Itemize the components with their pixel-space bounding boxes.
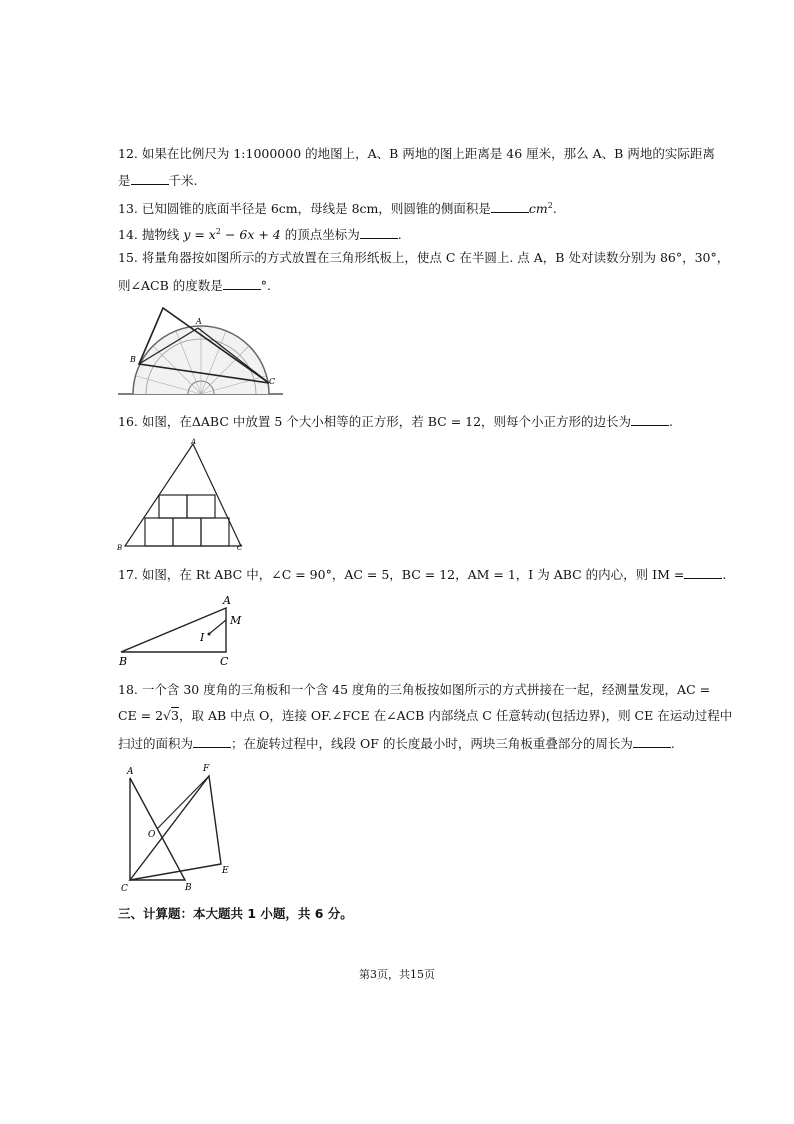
q18-line2-pre: CE = 2√ — [118, 708, 172, 723]
q12-line1: 12. 如果在比例尺为 1:1000000 的地图上，A、B 两地的图上距离是 46 厘米，那么 A、B 两地的实际距离 — [118, 146, 715, 161]
fig18-label-C: C — [121, 884, 128, 894]
fig17-label-A: A — [223, 594, 231, 607]
q18-line1: 18. 一个含 30 度角的三角板和一个含 45 度角的三角板按如图所示的方式拼接在一起，经测量发现，AC = — [118, 682, 711, 697]
fig18-label-B: B — [185, 883, 192, 893]
fig18-label-E: E — [222, 866, 229, 876]
fig18-label-A: A — [127, 767, 134, 777]
fig17-label-I: I — [200, 631, 205, 644]
q12-line2-pre: 是 — [118, 173, 131, 188]
q18-answer-blank-1[interactable] — [193, 735, 231, 748]
q12-line2 — [118, 172, 198, 189]
q17-post: . — [722, 567, 727, 582]
q13-unit: cm — [528, 201, 548, 217]
fig15-label-C: C — [269, 377, 276, 386]
q15-line1: 15. 将量角器按如图所示的方式放置在三角形纸板上，使点 C 在半圆上. 点 A，B 处对读数分别为 86°，30°， — [118, 250, 730, 265]
q18-line2 — [118, 708, 732, 724]
fig17-label-M: M — [230, 614, 242, 627]
fig15-label-A: A — [196, 317, 202, 326]
fig15-label-B: B — [130, 355, 136, 364]
q14-line — [118, 224, 402, 243]
q13-answer-blank[interactable] — [491, 200, 529, 213]
q13-post: . — [552, 201, 557, 217]
q14-rest: − 6x + 4 — [220, 227, 281, 243]
q15-answer-blank[interactable] — [223, 277, 261, 290]
q16-answer-blank[interactable] — [631, 413, 669, 426]
q17-answer-blank[interactable] — [684, 566, 722, 579]
right-triangle-figure — [113, 590, 253, 670]
fig17-label-C: C — [220, 655, 229, 668]
fig18-label-F: F — [203, 764, 210, 774]
q16-line — [118, 413, 673, 430]
q17-line — [118, 566, 726, 583]
fig16-label-C: C — [237, 544, 243, 552]
protractor-figure — [118, 300, 288, 400]
q15-line2 — [118, 277, 271, 294]
q16-post: . — [669, 414, 674, 429]
q13-text: 13. 已知圆锥的底面半径是 6cm，母线是 8cm，则圆锥的侧面积是 — [118, 201, 491, 217]
q13-exp: 2 — [547, 201, 553, 210]
q18-line3-mid: ；在旋转过程中，线段 OF 的长度最小时，两块三角板重叠部分的周长为 — [231, 736, 633, 751]
q14-post: . — [397, 227, 402, 243]
q18-answer-blank-2[interactable] — [633, 735, 671, 748]
q16-text: 16. 如图，在ΔABC 中放置 5 个大小相等的正方形，若 BC = 12，则每个小正方形的边长为 — [118, 414, 632, 429]
q15-line2-post: °. — [260, 278, 271, 293]
fig17-label-B: B — [119, 655, 128, 668]
fig18-label-O: O — [148, 830, 156, 840]
q18-line3-pre: 扫过的面积为 — [118, 736, 194, 751]
q17-text: 17. 如图，在 Rt ABC 中，∠C = 90°，AC = 5，BC = 12，AM = 1，I 为 ABC 的内心，则 IM = — [118, 567, 685, 582]
q18-line2-root: 3 — [171, 708, 179, 723]
set-squares-figure — [113, 760, 243, 895]
fig16-label-A: A — [191, 438, 197, 446]
q14-exp: 2 — [215, 227, 221, 236]
q14-mid: 的顶点坐标为 — [280, 227, 360, 243]
q12-line2-post: 千米. — [168, 173, 198, 188]
q13-line — [118, 198, 557, 217]
q14-formula: y = x — [183, 227, 216, 243]
q18-line3-post: . — [670, 736, 675, 751]
q18-line3 — [118, 735, 675, 752]
page-footer: 第3页，共15页 — [359, 968, 435, 981]
q12-answer-blank[interactable] — [131, 172, 169, 185]
q15-line2-pre: 则∠ACB 的度数是 — [118, 278, 223, 293]
q18-line2-post: ，取 AB 中点 O，连接 OF.∠FCE 在∠ACB 内部绕点 C 任意转动(包括边界)，则 CE 在运动过程中 — [178, 708, 733, 723]
q14-answer-blank[interactable] — [360, 226, 398, 239]
section-3-heading: 三、计算题：本大题共 1 小题，共 6 分。 — [118, 906, 353, 921]
q14-pre: 14. 抛物线 — [118, 227, 184, 243]
fig16-label-B: B — [117, 544, 123, 552]
triangle-squares-figure — [113, 436, 253, 554]
